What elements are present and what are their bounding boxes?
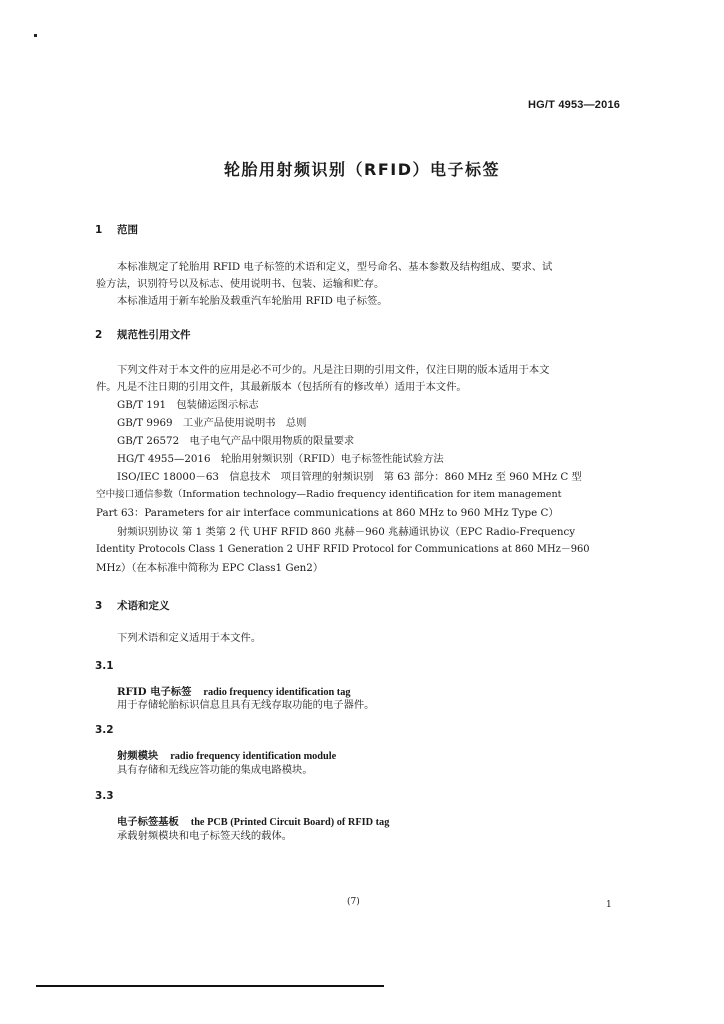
term-definition: 用于存储轮胎标识信息且具有无线存取功能的电子器件。 <box>117 699 375 711</box>
bottom-rule <box>36 985 384 987</box>
reference-item-continued: Part 63：Parameters for air interface communications at 860 MHz to 960 MHz Type C） <box>96 507 559 519</box>
term-heading <box>117 747 336 762</box>
term-heading <box>117 683 351 698</box>
subsection-number: 3.3 <box>95 790 114 802</box>
page-number-center: (7) <box>347 897 360 907</box>
paragraph-line: 下列术语和定义适用于本文件。 <box>117 632 262 644</box>
term-en: radio frequency identification tag <box>203 687 351 698</box>
reference-item: 射频识别协议 第 1 类第 2 代 UHF RFID 860 兆赫－960 兆赫通讯协议（EPC Radio-Frequency <box>117 526 576 538</box>
reference-item: GB/T 9969 工业产品使用说明书 总则 <box>117 417 307 429</box>
paragraph-line: 下列文件对于本文件的应用是必不可少的。凡是注日期的引用文件，仅注日期的版本适用于本文 <box>117 364 550 376</box>
section-2-heading <box>95 327 191 342</box>
reference-item: GB/T 26572 电子电气产品中限用物质的限量要求 <box>117 435 355 447</box>
term-en: radio frequency identification module <box>170 751 337 762</box>
section-1-heading <box>95 222 138 237</box>
subsection-number: 3.1 <box>95 660 114 672</box>
section-title: 范围 <box>117 224 138 236</box>
section-title: 术语和定义 <box>117 600 170 612</box>
paragraph-line: 本标准适用于新车轮胎及载重汽车轮胎用 RFID 电子标签。 <box>117 295 388 307</box>
paragraph-line: 验方法，识别符号以及标志、使用说明书、包装、运输和贮存。 <box>96 278 385 290</box>
reference-item-continued: 空中接口通信参数（Information technology—Radio frequency identification for item management <box>96 489 562 500</box>
term-definition: 承载射频模块和电子标签天线的载体。 <box>117 830 293 842</box>
term-zh: 射频模块 <box>117 750 159 762</box>
section-title: 规范性引用文件 <box>117 329 191 341</box>
scan-mark <box>34 34 37 37</box>
paragraph-line: 本标准规定了轮胎用 RFID 电子标签的术语和定义，型号命名、基本参数及结构组成、要求、试 <box>117 261 553 273</box>
term-definition: 具有存储和无线应答功能的集成电路模块。 <box>117 764 313 776</box>
term-en: the PCB (Printed Circuit Board) of RFID tag <box>190 817 390 828</box>
reference-item-continued: MHz）（在本标准中简称为 EPC Class1 Gen2） <box>96 562 324 574</box>
section-number: 1 <box>95 224 103 236</box>
paragraph-line: 件。凡是不注日期的引用文件，其最新版本（包括所有的修改单）适用于本文件。 <box>96 381 467 393</box>
standard-number: HG/T 4953—2016 <box>528 99 621 111</box>
reference-item: GB/T 191 包装储运图示标志 <box>117 399 259 411</box>
page-number-right: 1 <box>606 900 612 910</box>
term-zh: 电子标签基板 <box>117 816 179 828</box>
section-number: 2 <box>95 329 103 341</box>
term-heading <box>117 813 389 828</box>
subsection-number: 3.2 <box>95 724 114 736</box>
reference-item-continued: Identity Protocols Class 1 Generation 2 UHF RFID Protocol for Communications at 860 MHz－960 <box>96 544 590 555</box>
reference-item: HG/T 4955—2016 轮胎用射频识别（RFID）电子标签性能试验方法 <box>117 453 444 465</box>
section-number: 3 <box>95 600 103 612</box>
reference-item: ISO/IEC 18000－63 信息技术 项目管理的射频识别 第 63 部分：860 MHz 至 960 MHz C 型 <box>117 471 582 483</box>
document-title: 轮胎用射频识别（RFID）电子标签 <box>224 160 500 179</box>
term-zh: RFID 电子标签 <box>117 686 192 698</box>
section-3-heading <box>95 598 170 613</box>
